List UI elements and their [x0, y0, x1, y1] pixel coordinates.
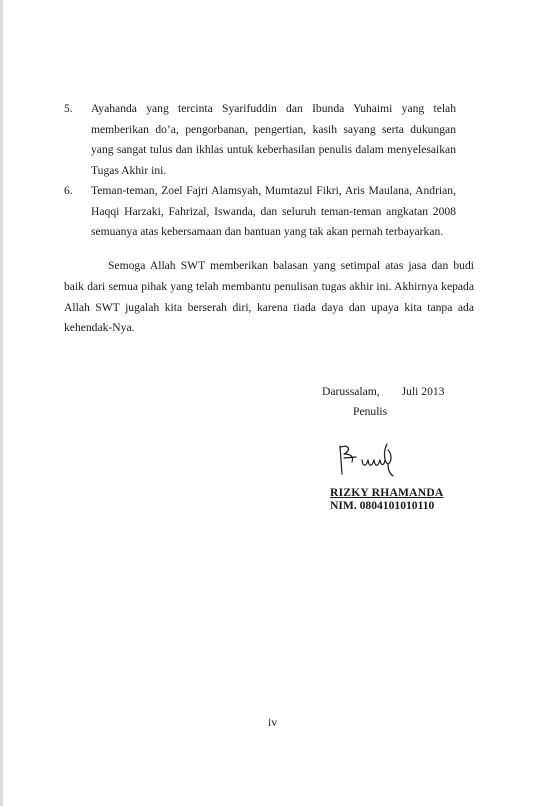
author-nim: NIM. 0804101010110	[330, 499, 435, 512]
author-name: RIZKY RHAMANDA	[330, 486, 444, 499]
page-edge-shadow	[0, 0, 3, 806]
handwritten-signature	[330, 440, 410, 478]
list-item-text: Teman-teman, Zoel Fajri Alamsyah, Mumtazul Fikri, Aris Maulana, Andrian, Haqqi Harzaki, Fahrizal, Iswanda, dan seluruh teman-teman angkatan 2008 semuanya atas kebersamaan dan bantuan yang tak akan pernah terbayarkan.	[91, 184, 456, 238]
page-number: iv	[268, 716, 278, 729]
list-item-text: Ayahanda yang tercinta Syarifuddin dan Ibunda Yuhaimi yang telah memberikan do’a, pengorbanan, pengertian, kasih sayang serta dukungan yang sangat tulus dan ikhlas untuk keberhasilan penulis dalam menyelesaikan Tugas Akhir ini.	[91, 102, 456, 177]
place-date-line	[322, 385, 444, 398]
closing-paragraph: Semoga Allah SWT memberikan balasan yang setimpal atas jasa dan budi baik dari semua pihak yang telah membantu penulisan tugas akhir ini. Akhirnya kepada Allah SWT jugalah kita berserah diri, karena tiada daya dan upaya kita tanpa ada kehendak-Nya.	[64, 259, 474, 335]
list-item-number: 5.	[64, 102, 73, 115]
list-item	[64, 181, 456, 243]
place-text: Darussalam,	[322, 385, 380, 398]
list-item-number: 6.	[64, 184, 73, 197]
list-item	[64, 99, 456, 181]
acknowledgement-list	[64, 99, 456, 243]
author-role: Penulis	[353, 405, 388, 418]
month-year-text: Juli 2013	[401, 385, 445, 398]
